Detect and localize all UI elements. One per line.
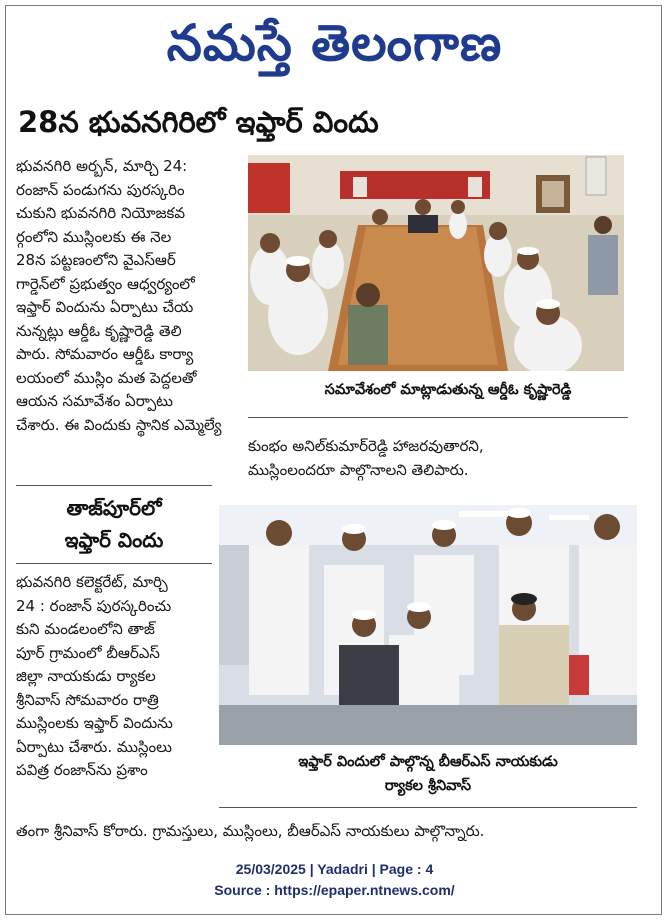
story1-line: చుకుని భువనగిరి నియోజకవ [16,204,186,222]
story2-line: 24 : రంజాన్ పురస్కరించు [16,596,172,615]
meeting-photo-illustration [248,155,624,371]
story1-line: చేశారు. ఈ విందుకు స్థానిక ఎమ్మెల్యే [16,415,222,434]
subhead-divider [16,563,212,564]
story2-headline [16,492,212,556]
story2-body [16,571,212,783]
newspaper-masthead: నమస్తే తెలంగాణ [166,14,503,72]
story2-line: జిల్లా నాయకుడు ర్యాకల [16,667,156,685]
story1-line: ఆయన సమావేశం ఏర్పాటు [16,392,173,410]
story1-line: ఇఫ్తార్ విందును ఏర్పాటు చేయ [16,298,194,316]
story1-line: భువనగిరి అర్బన్, మార్చి 24: [16,157,188,175]
story1-tail-line: ముస్లింలందరూ పాల్గొనాలని తెలిపారు. [248,460,469,479]
story1-line: లయంలో ముస్లిం మత పెద్దలతో [16,368,197,387]
dateline-footer: 25/03/2025 | Yadadri | Page : 4 [235,861,434,877]
caption-divider [248,417,628,418]
iftar-photo-illustration [219,505,637,745]
story1-line: నున్నట్లు ఆర్డీఓ కృష్ణారెడ్డి తెలి [16,321,182,340]
meeting-photo [248,155,624,371]
story2-headline-line: తాజ్‌పూర్‌లో [66,496,162,520]
story2-line: ముస్లింలకు ఇఫ్తార్ విందును [16,714,173,732]
story2-headline-line: ఇఫ్తార్ విందు [64,528,164,552]
story2-line: భువనగిరి కలెక్టరేట్, మార్చి [16,573,168,591]
story2-continuation [16,820,641,844]
story-divider [16,485,212,486]
iftar-photo-caption [219,750,637,798]
story2-line: పవిత్ర రంజాన్‌ను ప్రశాం [16,761,148,779]
story2-line: ఏర్పాటు చేశారు. ముస్లింలు [16,737,172,756]
story1-line: గార్డెన్‌లో ప్రభుత్వం ఆధ్వర్యంలో [16,274,195,293]
story1-body [16,155,240,437]
iftar-photo [219,505,637,745]
iftar-caption-line: ఇఫ్తార్ విందులో పాల్గొన్న బీఆర్ఎస్ నాయకుడు [298,754,558,770]
headline: 28న భువనగిరిలో ఇఫ్తార్ విందు [18,105,379,139]
meeting-photo-caption: సమావేశంలో మాట్లాడుతున్న ఆర్డీఓ కృష్ణారెడ్డి [324,382,572,398]
story1-line: పారు. సోమవారం ఆర్డీఓ కార్యా [16,345,194,363]
story2-line: శ్రీనివాస్ సోమవారం రాత్రి [16,690,159,709]
story1-tail-line: కుంభం అనిల్‌కుమార్‌రెడ్డి హాజరవుతారని, [248,437,484,455]
story1-line: 28న పట్టణంలోని వైఎస్ఆర్ [16,251,176,269]
story1-continuation [248,435,648,482]
story1-line: రంజాన్ పండుగను పురస్కరిం [16,180,185,199]
story2-line: కుని మండలంలోని తాజ్ [16,620,155,638]
caption2-divider [219,807,637,808]
story2-tail-line: తంగా శ్రీనివాస్ కోరారు. గ్రామస్తులు, ముస్లింలు, బీఆర్ఎస్ నాయకులు పాల్గొన్నారు. [16,822,485,840]
iftar-caption-line: ర్యాకల శ్రీనివాస్ [384,778,472,794]
story2-line: పూర్ గ్రామంలో బీఆర్ఎస్ [16,643,160,662]
source-footer: Source : https://epaper.ntnews.com/ [214,882,455,898]
story1-line: ర్గంలోని ముస్లింలకు ఈ నెల [16,227,172,246]
